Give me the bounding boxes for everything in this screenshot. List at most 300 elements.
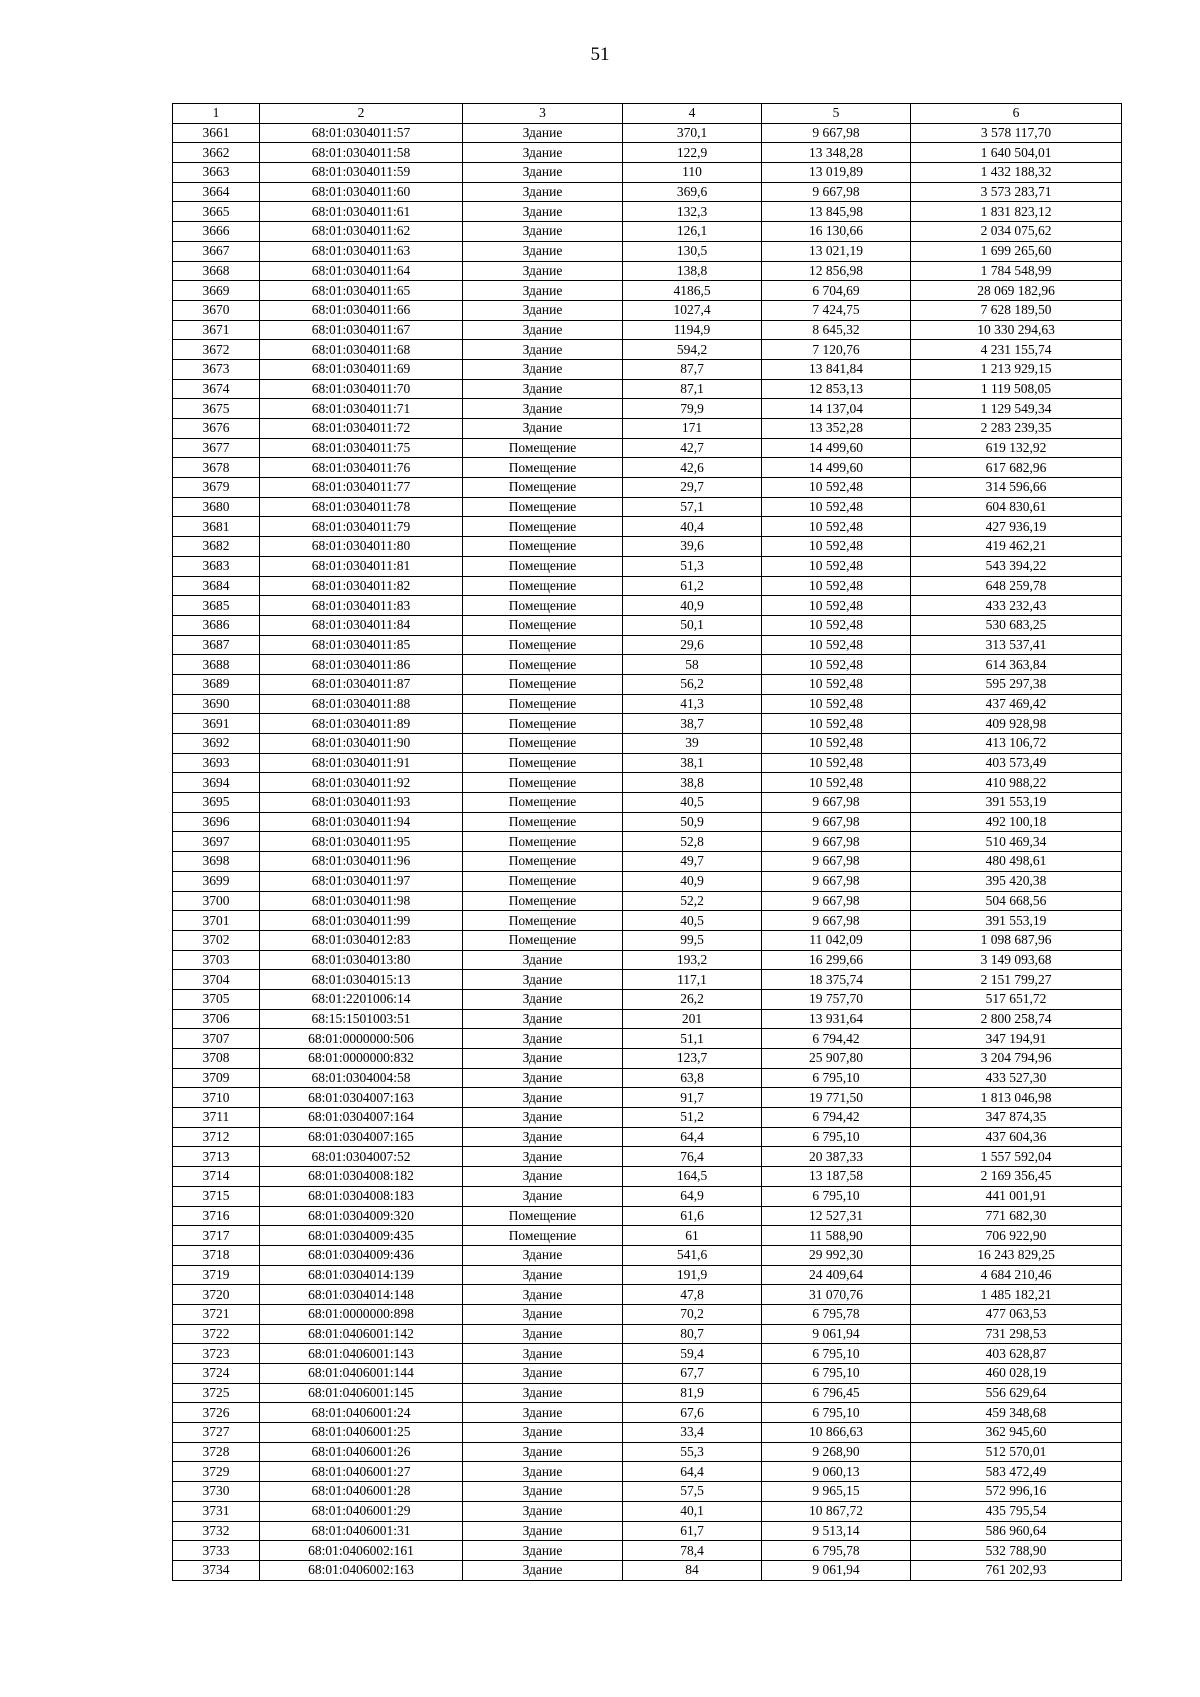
object-type-cell: Помещение — [463, 556, 623, 576]
cadastral-value-cell: 2 283 239,35 — [911, 419, 1122, 439]
cadastral-number-cell: 68:01:0304011:92 — [260, 773, 463, 793]
table-row — [173, 261, 1122, 281]
cadastral-number-cell: 68:01:0406001:143 — [260, 1344, 463, 1364]
cadastral-number-cell: 68:01:0304011:64 — [260, 261, 463, 281]
object-type-cell: Здание — [463, 419, 623, 439]
row-number-cell: 3697 — [173, 832, 260, 852]
cadastral-number-cell: 68:01:0304011:70 — [260, 379, 463, 399]
object-type-cell: Помещение — [463, 497, 623, 517]
row-number-cell: 3674 — [173, 379, 260, 399]
specific-value-cell: 19 771,50 — [762, 1088, 911, 1108]
table-row — [173, 1521, 1122, 1541]
row-number-cell: 3710 — [173, 1088, 260, 1108]
specific-value-cell: 13 845,98 — [762, 202, 911, 222]
row-number-cell: 3726 — [173, 1403, 260, 1423]
table-row — [173, 1147, 1122, 1167]
object-type-cell: Здание — [463, 1364, 623, 1384]
cadastral-value-cell: 604 830,61 — [911, 497, 1122, 517]
specific-value-cell: 10 592,48 — [762, 753, 911, 773]
cadastral-number-cell: 68:01:0304011:59 — [260, 163, 463, 183]
area-cell: 61,7 — [623, 1521, 762, 1541]
row-number-cell: 3692 — [173, 734, 260, 754]
object-type-cell: Помещение — [463, 458, 623, 478]
specific-value-cell: 7 120,76 — [762, 340, 911, 360]
table-row — [173, 1560, 1122, 1580]
area-cell: 40,9 — [623, 871, 762, 891]
object-type-cell: Помещение — [463, 674, 623, 694]
cadastral-number-cell: 68:01:0406001:27 — [260, 1462, 463, 1482]
row-number-cell: 3704 — [173, 970, 260, 990]
object-type-cell: Здание — [463, 950, 623, 970]
table-row — [173, 1245, 1122, 1265]
cadastral-value-cell: 433 232,43 — [911, 596, 1122, 616]
cadastral-value-cell: 435 795,54 — [911, 1501, 1122, 1521]
object-type-cell: Помещение — [463, 517, 623, 537]
table-header-row — [173, 104, 1122, 124]
cadastral-number-cell: 68:01:0304014:139 — [260, 1265, 463, 1285]
cadastral-number-cell: 68:01:0406001:142 — [260, 1324, 463, 1344]
object-type-cell: Здание — [463, 1265, 623, 1285]
table-row — [173, 694, 1122, 714]
table-row — [173, 1462, 1122, 1482]
specific-value-cell: 10 592,48 — [762, 556, 911, 576]
table-row — [173, 773, 1122, 793]
row-number-cell: 3708 — [173, 1049, 260, 1069]
cadastral-number-cell: 68:01:0000000:898 — [260, 1304, 463, 1324]
cadastral-number-cell: 68:01:0304015:13 — [260, 970, 463, 990]
specific-value-cell: 10 592,48 — [762, 596, 911, 616]
area-cell: 51,2 — [623, 1108, 762, 1128]
table-row — [173, 478, 1122, 498]
cadastral-number-cell: 68:01:0304008:182 — [260, 1167, 463, 1187]
table-row — [173, 182, 1122, 202]
cadastral-number-cell: 68:01:0304012:83 — [260, 930, 463, 950]
specific-value-cell: 9 965,15 — [762, 1482, 911, 1502]
cadastral-value-cell: 391 553,19 — [911, 911, 1122, 931]
cadastral-number-cell: 68:01:0304011:68 — [260, 340, 463, 360]
cadastral-value-cell: 1 485 182,21 — [911, 1285, 1122, 1305]
area-cell: 33,4 — [623, 1423, 762, 1443]
specific-value-cell: 13 348,28 — [762, 143, 911, 163]
row-number-cell: 3691 — [173, 714, 260, 734]
cadastral-value-cell: 313 537,41 — [911, 635, 1122, 655]
specific-value-cell: 25 907,80 — [762, 1049, 911, 1069]
cadastral-number-cell: 68:01:0304011:57 — [260, 123, 463, 143]
object-type-cell: Здание — [463, 1147, 623, 1167]
cadastral-value-cell: 1 213 929,15 — [911, 359, 1122, 379]
object-type-cell: Помещение — [463, 615, 623, 635]
cadastral-value-cell: 510 469,34 — [911, 832, 1122, 852]
cadastral-number-cell: 68:01:0406001:28 — [260, 1482, 463, 1502]
row-number-cell: 3664 — [173, 182, 260, 202]
cadastral-number-cell: 68:01:0304014:148 — [260, 1285, 463, 1305]
cadastral-number-cell: 68:01:2201006:14 — [260, 989, 463, 1009]
cadastral-number-cell: 68:01:0304011:84 — [260, 615, 463, 635]
row-number-cell: 3663 — [173, 163, 260, 183]
cadastral-number-cell: 68:01:0304011:97 — [260, 871, 463, 891]
specific-value-cell: 9 667,98 — [762, 871, 911, 891]
cadastral-number-cell: 68:01:0406001:29 — [260, 1501, 463, 1521]
cadastral-value-cell: 583 472,49 — [911, 1462, 1122, 1482]
object-type-cell: Здание — [463, 1167, 623, 1187]
table-row — [173, 871, 1122, 891]
specific-value-cell: 7 424,75 — [762, 300, 911, 320]
row-number-cell: 3675 — [173, 399, 260, 419]
area-cell: 171 — [623, 419, 762, 439]
area-cell: 1027,4 — [623, 300, 762, 320]
area-cell: 81,9 — [623, 1383, 762, 1403]
row-number-cell: 3734 — [173, 1560, 260, 1580]
table-row — [173, 635, 1122, 655]
cadastral-number-cell: 68:01:0406002:161 — [260, 1541, 463, 1561]
cadastral-number-cell: 68:01:0304011:76 — [260, 458, 463, 478]
object-type-cell: Здание — [463, 143, 623, 163]
area-cell: 63,8 — [623, 1068, 762, 1088]
object-type-cell: Здание — [463, 1344, 623, 1364]
specific-value-cell: 6 795,10 — [762, 1186, 911, 1206]
specific-value-cell: 6 794,42 — [762, 1108, 911, 1128]
table-row — [173, 615, 1122, 635]
area-cell: 193,2 — [623, 950, 762, 970]
specific-value-cell: 8 645,32 — [762, 320, 911, 340]
specific-value-cell: 9 060,13 — [762, 1462, 911, 1482]
cadastral-number-cell: 68:01:0304007:164 — [260, 1108, 463, 1128]
cadastral-value-cell: 530 683,25 — [911, 615, 1122, 635]
cadastral-number-cell: 68:01:0304011:63 — [260, 241, 463, 261]
area-cell: 58 — [623, 655, 762, 675]
area-cell: 26,2 — [623, 989, 762, 1009]
area-cell: 38,7 — [623, 714, 762, 734]
area-cell: 110 — [623, 163, 762, 183]
row-number-cell: 3661 — [173, 123, 260, 143]
area-cell: 38,1 — [623, 753, 762, 773]
specific-value-cell: 11 042,09 — [762, 930, 911, 950]
area-cell: 52,8 — [623, 832, 762, 852]
cadastral-value-cell: 2 169 356,45 — [911, 1167, 1122, 1187]
cadastral-value-cell: 586 960,64 — [911, 1521, 1122, 1541]
cadastral-number-cell: 68:01:0304011:89 — [260, 714, 463, 734]
specific-value-cell: 31 070,76 — [762, 1285, 911, 1305]
table-row — [173, 281, 1122, 301]
cadastral-number-cell: 68:01:0304011:90 — [260, 734, 463, 754]
cadastral-number-cell: 68:01:0304011:99 — [260, 911, 463, 931]
area-cell: 191,9 — [623, 1265, 762, 1285]
area-cell: 369,6 — [623, 182, 762, 202]
specific-value-cell: 10 592,48 — [762, 734, 911, 754]
object-type-cell: Здание — [463, 989, 623, 1009]
area-cell: 84 — [623, 1560, 762, 1580]
cadastral-value-cell: 532 788,90 — [911, 1541, 1122, 1561]
cadastral-value-cell: 1 640 504,01 — [911, 143, 1122, 163]
cadastral-number-cell: 68:01:0304009:435 — [260, 1226, 463, 1246]
specific-value-cell: 9 513,14 — [762, 1521, 911, 1541]
table-row — [173, 1088, 1122, 1108]
row-number-cell: 3700 — [173, 891, 260, 911]
cadastral-value-cell: 595 297,38 — [911, 674, 1122, 694]
area-cell: 76,4 — [623, 1147, 762, 1167]
specific-value-cell: 10 592,48 — [762, 537, 911, 557]
row-number-cell: 3683 — [173, 556, 260, 576]
specific-value-cell: 9 061,94 — [762, 1324, 911, 1344]
table-row — [173, 1206, 1122, 1226]
cadastral-value-cell: 504 668,56 — [911, 891, 1122, 911]
row-number-cell: 3687 — [173, 635, 260, 655]
cadastral-number-cell: 68:01:0304011:87 — [260, 674, 463, 694]
area-cell: 117,1 — [623, 970, 762, 990]
area-cell: 70,2 — [623, 1304, 762, 1324]
table-row — [173, 123, 1122, 143]
cadastral-value-cell: 1 784 548,99 — [911, 261, 1122, 281]
specific-value-cell: 10 867,72 — [762, 1501, 911, 1521]
specific-value-cell: 9 667,98 — [762, 182, 911, 202]
object-type-cell: Помещение — [463, 793, 623, 813]
cadastral-value-cell: 648 259,78 — [911, 576, 1122, 596]
table-row — [173, 753, 1122, 773]
table-row — [173, 379, 1122, 399]
row-number-cell: 3713 — [173, 1147, 260, 1167]
area-cell: 67,7 — [623, 1364, 762, 1384]
specific-value-cell: 10 592,48 — [762, 773, 911, 793]
specific-value-cell: 10 592,48 — [762, 478, 911, 498]
cadastral-value-cell: 419 462,21 — [911, 537, 1122, 557]
area-cell: 4186,5 — [623, 281, 762, 301]
table-row — [173, 1167, 1122, 1187]
table-row — [173, 438, 1122, 458]
specific-value-cell: 6 795,10 — [762, 1068, 911, 1088]
area-cell: 164,5 — [623, 1167, 762, 1187]
table-row — [173, 556, 1122, 576]
specific-value-cell: 6 796,45 — [762, 1383, 911, 1403]
specific-value-cell: 9 061,94 — [762, 1560, 911, 1580]
area-cell: 42,7 — [623, 438, 762, 458]
specific-value-cell: 9 667,98 — [762, 911, 911, 931]
row-number-cell: 3732 — [173, 1521, 260, 1541]
cadastral-value-cell: 403 573,49 — [911, 753, 1122, 773]
row-number-cell: 3686 — [173, 615, 260, 635]
row-number-cell: 3730 — [173, 1482, 260, 1502]
specific-value-cell: 13 021,19 — [762, 241, 911, 261]
cadastral-number-cell: 68:01:0304011:95 — [260, 832, 463, 852]
area-cell: 87,7 — [623, 359, 762, 379]
table-row — [173, 1068, 1122, 1088]
area-cell: 541,6 — [623, 1245, 762, 1265]
specific-value-cell: 6 795,10 — [762, 1403, 911, 1423]
cadastral-number-cell: 68:01:0304011:66 — [260, 300, 463, 320]
specific-value-cell: 10 592,48 — [762, 615, 911, 635]
cadastral-value-cell: 28 069 182,96 — [911, 281, 1122, 301]
cadastral-number-cell: 68:01:0406001:145 — [260, 1383, 463, 1403]
table-row — [173, 537, 1122, 557]
table-row — [173, 202, 1122, 222]
area-cell: 594,2 — [623, 340, 762, 360]
specific-value-cell: 10 592,48 — [762, 497, 911, 517]
cadastral-number-cell: 68:01:0304011:93 — [260, 793, 463, 813]
cadastral-number-cell: 68:01:0304011:78 — [260, 497, 463, 517]
specific-value-cell: 14 499,60 — [762, 438, 911, 458]
table-row — [173, 241, 1122, 261]
area-cell: 39 — [623, 734, 762, 754]
area-cell: 122,9 — [623, 143, 762, 163]
specific-value-cell: 6 704,69 — [762, 281, 911, 301]
object-type-cell: Здание — [463, 1068, 623, 1088]
area-cell: 40,4 — [623, 517, 762, 537]
area-cell: 132,3 — [623, 202, 762, 222]
object-type-cell: Здание — [463, 1088, 623, 1108]
area-cell: 61,6 — [623, 1206, 762, 1226]
area-cell: 40,5 — [623, 793, 762, 813]
specific-value-cell: 29 992,30 — [762, 1245, 911, 1265]
cadastral-value-cell: 347 874,35 — [911, 1108, 1122, 1128]
row-number-cell: 3696 — [173, 812, 260, 832]
specific-value-cell: 6 795,78 — [762, 1304, 911, 1324]
cadastral-number-cell: 68:01:0304011:79 — [260, 517, 463, 537]
row-number-cell: 3680 — [173, 497, 260, 517]
area-cell: 80,7 — [623, 1324, 762, 1344]
table-row — [173, 1108, 1122, 1128]
specific-value-cell: 10 592,48 — [762, 655, 911, 675]
object-type-cell: Здание — [463, 281, 623, 301]
specific-value-cell: 24 409,64 — [762, 1265, 911, 1285]
specific-value-cell: 13 187,58 — [762, 1167, 911, 1187]
row-number-cell: 3671 — [173, 320, 260, 340]
object-type-cell: Здание — [463, 202, 623, 222]
cadastral-number-cell: 68:01:0304011:71 — [260, 399, 463, 419]
table-row — [173, 1423, 1122, 1443]
specific-value-cell: 9 667,98 — [762, 852, 911, 872]
area-cell: 79,9 — [623, 399, 762, 419]
cadastral-number-cell: 68:01:0304008:183 — [260, 1186, 463, 1206]
row-number-cell: 3729 — [173, 1462, 260, 1482]
specific-value-cell: 9 667,98 — [762, 123, 911, 143]
cadastral-value-cell: 614 363,84 — [911, 655, 1122, 675]
specific-value-cell: 12 856,98 — [762, 261, 911, 281]
table-row — [173, 655, 1122, 675]
area-cell: 370,1 — [623, 123, 762, 143]
row-number-cell: 3731 — [173, 1501, 260, 1521]
row-number-cell: 3676 — [173, 419, 260, 439]
object-type-cell: Здание — [463, 1541, 623, 1561]
area-cell: 64,4 — [623, 1462, 762, 1482]
row-number-cell: 3717 — [173, 1226, 260, 1246]
cadastral-number-cell: 68:01:0304011:61 — [260, 202, 463, 222]
cadastral-value-cell: 3 578 117,70 — [911, 123, 1122, 143]
specific-value-cell: 11 588,90 — [762, 1226, 911, 1246]
area-cell: 47,8 — [623, 1285, 762, 1305]
row-number-cell: 3701 — [173, 911, 260, 931]
object-type-cell: Здание — [463, 163, 623, 183]
object-type-cell: Помещение — [463, 753, 623, 773]
object-type-cell: Здание — [463, 399, 623, 419]
specific-value-cell: 20 387,33 — [762, 1147, 911, 1167]
cadastral-value-cell: 480 498,61 — [911, 852, 1122, 872]
area-cell: 57,5 — [623, 1482, 762, 1502]
cadastral-value-cell: 7 628 189,50 — [911, 300, 1122, 320]
cadastral-number-cell: 68:15:1501003:51 — [260, 1009, 463, 1029]
object-type-cell: Здание — [463, 1127, 623, 1147]
table-row — [173, 793, 1122, 813]
table-row — [173, 714, 1122, 734]
table-row — [173, 1265, 1122, 1285]
cadastral-value-cell: 1 813 046,98 — [911, 1088, 1122, 1108]
specific-value-cell: 13 352,28 — [762, 419, 911, 439]
cadastral-value-cell: 2 800 258,74 — [911, 1009, 1122, 1029]
table-row — [173, 576, 1122, 596]
cadastral-value-cell: 410 988,22 — [911, 773, 1122, 793]
cadastral-value-cell: 314 596,66 — [911, 478, 1122, 498]
object-type-cell: Помещение — [463, 655, 623, 675]
row-number-cell: 3678 — [173, 458, 260, 478]
specific-value-cell: 10 592,48 — [762, 694, 911, 714]
area-cell: 40,9 — [623, 596, 762, 616]
object-type-cell: Помещение — [463, 576, 623, 596]
object-type-cell: Помещение — [463, 871, 623, 891]
cadastral-value-cell: 1 831 823,12 — [911, 202, 1122, 222]
cadastral-value-cell: 395 420,38 — [911, 871, 1122, 891]
table-row — [173, 1009, 1122, 1029]
table-row — [173, 1029, 1122, 1049]
cadastral-number-cell: 68:01:0304011:72 — [260, 419, 463, 439]
column-header: 2 — [260, 104, 463, 124]
table-row — [173, 1344, 1122, 1364]
specific-value-cell: 10 592,48 — [762, 674, 911, 694]
row-number-cell: 3733 — [173, 1541, 260, 1561]
row-number-cell: 3668 — [173, 261, 260, 281]
cadastral-number-cell: 68:01:0304011:75 — [260, 438, 463, 458]
cadastral-value-cell: 517 651,72 — [911, 989, 1122, 1009]
specific-value-cell: 12 527,31 — [762, 1206, 911, 1226]
cadastral-value-cell: 1 432 188,32 — [911, 163, 1122, 183]
row-number-cell: 3722 — [173, 1324, 260, 1344]
object-type-cell: Здание — [463, 1009, 623, 1029]
cadastral-number-cell: 68:01:0304011:80 — [260, 537, 463, 557]
specific-value-cell: 18 375,74 — [762, 970, 911, 990]
object-type-cell: Здание — [463, 300, 623, 320]
table-row — [173, 1049, 1122, 1069]
row-number-cell: 3716 — [173, 1206, 260, 1226]
object-type-cell: Здание — [463, 1482, 623, 1502]
row-number-cell: 3682 — [173, 537, 260, 557]
specific-value-cell: 6 795,10 — [762, 1364, 911, 1384]
cadastral-value-cell: 391 553,19 — [911, 793, 1122, 813]
cadastral-value-cell: 441 001,91 — [911, 1186, 1122, 1206]
cadastral-value-cell: 1 119 508,05 — [911, 379, 1122, 399]
row-number-cell: 3723 — [173, 1344, 260, 1364]
object-type-cell: Помещение — [463, 930, 623, 950]
row-number-cell: 3725 — [173, 1383, 260, 1403]
cadastral-value-cell: 413 106,72 — [911, 734, 1122, 754]
area-cell: 138,8 — [623, 261, 762, 281]
row-number-cell: 3709 — [173, 1068, 260, 1088]
specific-value-cell: 6 795,10 — [762, 1344, 911, 1364]
object-type-cell: Здание — [463, 1186, 623, 1206]
row-number-cell: 3719 — [173, 1265, 260, 1285]
table-row — [173, 1324, 1122, 1344]
area-cell: 64,9 — [623, 1186, 762, 1206]
cadastral-value-cell: 10 330 294,63 — [911, 320, 1122, 340]
table-row — [173, 734, 1122, 754]
row-number-cell: 3712 — [173, 1127, 260, 1147]
cadastral-value-cell: 3 149 093,68 — [911, 950, 1122, 970]
table-row — [173, 1442, 1122, 1462]
row-number-cell: 3684 — [173, 576, 260, 596]
object-type-cell: Здание — [463, 970, 623, 990]
area-cell: 55,3 — [623, 1442, 762, 1462]
object-type-cell: Помещение — [463, 852, 623, 872]
specific-value-cell: 16 299,66 — [762, 950, 911, 970]
table-row — [173, 812, 1122, 832]
specific-value-cell: 9 667,98 — [762, 832, 911, 852]
area-cell: 29,6 — [623, 635, 762, 655]
